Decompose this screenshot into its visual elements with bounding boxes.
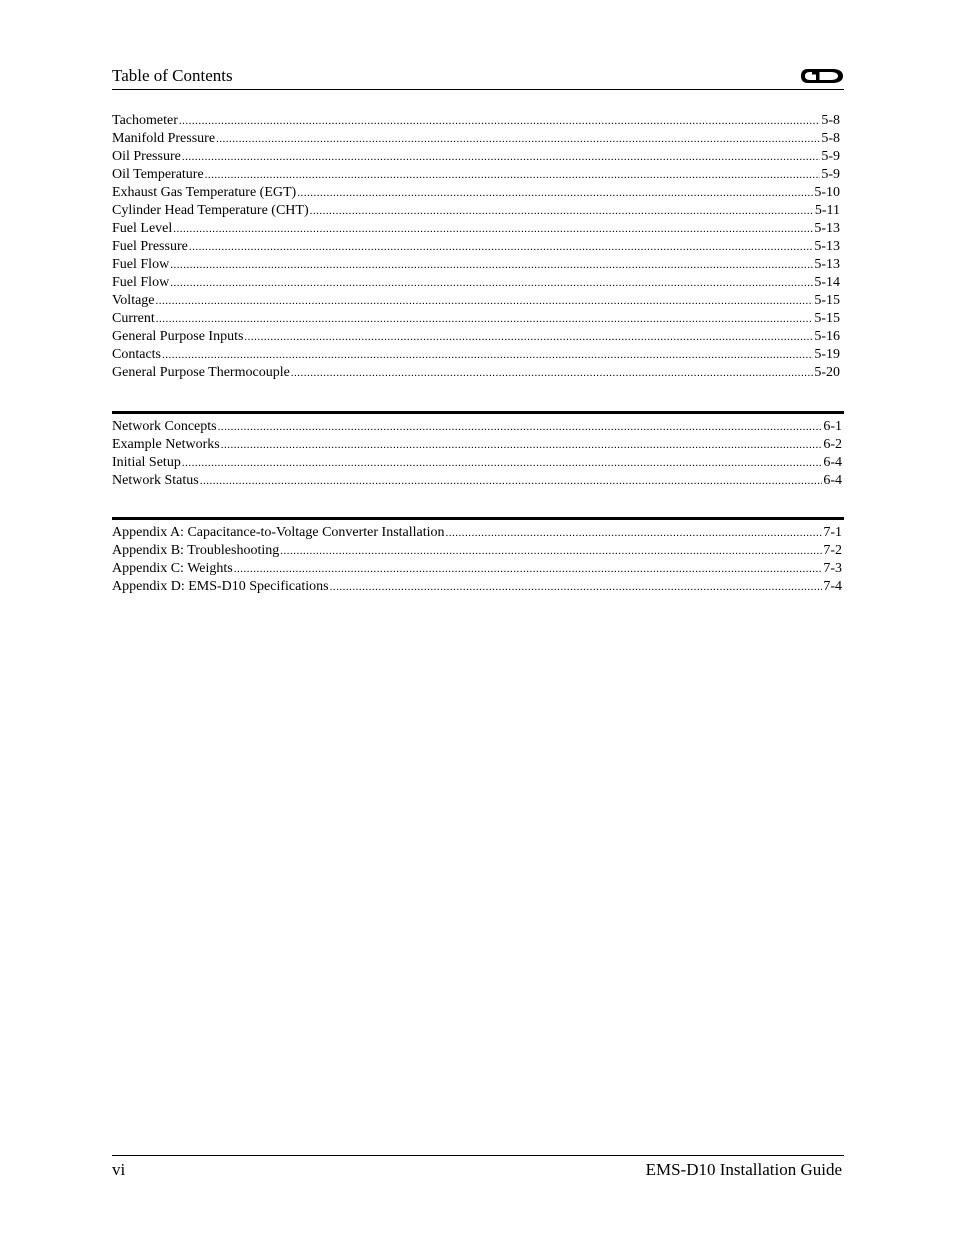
toc-entry-page: 5-16	[814, 329, 840, 344]
toc-leader-dots	[446, 524, 823, 542]
toc-entry-page: 5-20	[814, 365, 840, 380]
toc-entry-title: Oil Temperature	[112, 167, 204, 182]
toc-entry-page: 5-19	[814, 347, 840, 362]
toc-entry-page: 6-2	[823, 437, 842, 452]
toc-leader-dots	[179, 112, 820, 130]
toc-entry-page: 5-8	[821, 113, 840, 128]
toc-entry-page: 6-1	[823, 419, 842, 434]
toc-entry-page: 5-13	[814, 221, 840, 236]
toc-entry-page: 5-15	[814, 311, 840, 326]
toc-entry[interactable]	[112, 524, 844, 542]
toc-entry-title: Network Status	[112, 473, 199, 488]
toc-leader-dots	[221, 436, 823, 454]
toc-entry-title: Appendix B: Troubleshooting	[112, 543, 280, 558]
toc-entry[interactable]	[112, 256, 842, 274]
toc-entry[interactable]	[112, 328, 842, 346]
toc-leader-dots	[244, 328, 813, 346]
toc-leader-dots	[189, 238, 814, 256]
toc-entry-title: Oil Pressure	[112, 149, 181, 164]
toc-leader-dots	[156, 292, 814, 310]
toc-entry-page: 6-4	[823, 455, 842, 470]
toc-leader-dots	[170, 274, 813, 292]
page-footer	[112, 1155, 844, 1186]
toc-entry-page: 5-15	[814, 293, 840, 308]
toc-entry-page: 6-4	[823, 473, 842, 488]
toc-entry-page: 5-13	[814, 257, 840, 272]
toc-entry[interactable]	[112, 346, 842, 364]
toc-entry-page: 5-11	[814, 203, 840, 218]
toc-entry-title: Fuel Pressure	[112, 239, 188, 254]
toc-entry[interactable]	[112, 274, 842, 292]
toc-entry-page: 5-9	[821, 167, 840, 182]
toc-section-network	[112, 411, 844, 490]
toc-entry-page: 5-13	[814, 239, 840, 254]
toc-entry-page: 5-10	[814, 185, 840, 200]
toc-entry-page: 5-8	[821, 131, 840, 146]
toc-entry-title: Fuel Level	[112, 221, 173, 236]
toc-entry[interactable]	[112, 542, 844, 560]
toc-entry-page: 7-1	[823, 525, 842, 540]
toc-leader-dots	[162, 346, 813, 364]
toc-entry-title: Cylinder Head Temperature (CHT)	[112, 203, 309, 218]
toc-entry-title: Exhaust Gas Temperature (EGT)	[112, 185, 297, 200]
toc-entry[interactable]	[112, 436, 844, 454]
toc-entry-page: 5-14	[814, 275, 840, 290]
toc-entry-title: Example Networks	[112, 437, 220, 452]
toc-leader-dots	[216, 130, 820, 148]
page-header	[112, 64, 844, 90]
toc-entry[interactable]	[112, 112, 842, 130]
toc-entry[interactable]	[112, 364, 842, 382]
footer-doc-title: EMS-D10 Installation Guide	[645, 1160, 842, 1179]
toc-entry[interactable]	[112, 472, 844, 490]
toc-entry-title: General Purpose Thermocouple	[112, 365, 290, 380]
toc-leader-dots	[291, 364, 814, 382]
toc-leader-dots	[170, 256, 813, 274]
toc-entry[interactable]	[112, 238, 842, 256]
toc-entry-title: Appendix C: Weights	[112, 561, 233, 576]
toc-entry-title: Voltage	[112, 293, 155, 308]
toc-leader-dots	[182, 454, 823, 472]
toc-entry[interactable]	[112, 184, 842, 202]
toc-entry-title: Contacts	[112, 347, 161, 362]
toc-section-appendices	[112, 517, 844, 596]
toc-entry[interactable]	[112, 220, 842, 238]
toc-leader-dots	[218, 418, 823, 436]
toc-entry[interactable]	[112, 148, 842, 166]
toc-section-engine	[112, 112, 842, 382]
toc-leader-dots	[205, 166, 821, 184]
toc-entry-title: Appendix A: Capacitance-to-Voltage Converter Installation	[112, 525, 445, 540]
toc-leader-dots	[173, 220, 813, 238]
toc-leader-dots	[297, 184, 813, 202]
toc-entry-title: Network Concepts	[112, 419, 217, 434]
toc-entry-title: Current	[112, 311, 155, 326]
toc-leader-dots	[310, 202, 814, 220]
toc-entry[interactable]	[112, 130, 842, 148]
toc-entry[interactable]	[112, 560, 844, 578]
toc-leader-dots	[330, 578, 823, 596]
toc-leader-dots	[200, 472, 823, 490]
toc-leader-dots	[156, 310, 814, 328]
toc-entry-title: Fuel Flow	[112, 257, 170, 272]
toc-entry-page: 5-9	[821, 149, 840, 164]
toc-leader-dots	[182, 148, 821, 166]
toc-entry[interactable]	[112, 418, 844, 436]
header-title: Table of Contents	[112, 66, 233, 85]
toc-entry-title: Tachometer	[112, 113, 178, 128]
toc-leader-dots	[280, 542, 822, 560]
toc-entry[interactable]	[112, 292, 842, 310]
toc-entry[interactable]	[112, 454, 844, 472]
toc-entry-title: Initial Setup	[112, 455, 181, 470]
dynon-logo-icon	[800, 67, 844, 85]
toc-entry-page: 7-3	[823, 561, 842, 576]
footer-page-number: vi	[112, 1160, 126, 1179]
toc-entry[interactable]	[112, 578, 844, 596]
toc-entry-title: Fuel Flow	[112, 275, 170, 290]
toc-entry[interactable]	[112, 310, 842, 328]
toc-entry-page: 7-4	[823, 579, 842, 594]
toc-leader-dots	[234, 560, 823, 578]
toc-entry-title: Appendix D: EMS-D10 Specifications	[112, 579, 329, 594]
toc-entry[interactable]	[112, 202, 842, 220]
toc-entry-page: 7-2	[823, 543, 842, 558]
toc-entry-title: General Purpose Inputs	[112, 329, 244, 344]
toc-entry-title: Manifold Pressure	[112, 131, 216, 146]
toc-entry[interactable]	[112, 166, 842, 184]
